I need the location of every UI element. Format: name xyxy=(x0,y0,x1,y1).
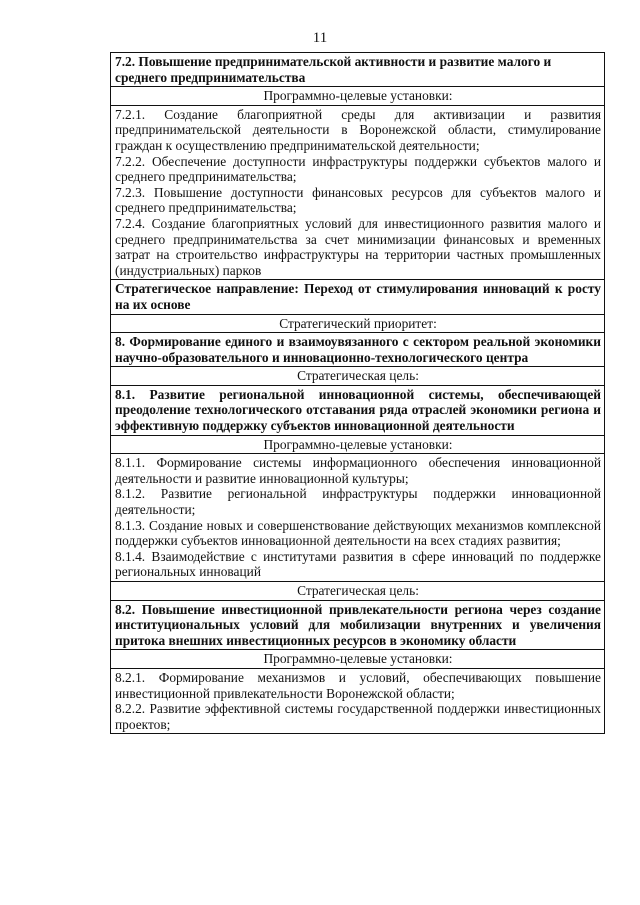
table-row xyxy=(111,435,605,454)
table-row xyxy=(111,53,605,87)
list-item: 7.2.4. Создание благоприятных условий для инвестиционного развития малого и среднего предпринимательства за счет минимизации финансовых и временных затрат на строительство инфраструктуры на территории частных промышленных (индустриальных) парков xyxy=(115,215,601,278)
list-item: 8.1.1. Формирование системы информационного обеспечения инновационной деятельности и развитие инновационной культуры; xyxy=(115,455,601,486)
strategic-goal-label: Стратегическая цель: xyxy=(111,367,605,386)
list-item: 8.1.3. Создание новых и совершенствование действующих механизмов комплексной поддержки субъектов инновационной деятельности на всех стадиях развития; xyxy=(115,517,601,549)
table-row xyxy=(111,582,605,601)
list-item: 7.2.1. Создание благоприятной среды для активизации и развития предпринимательской деятельности в Воронежской области, стимулирование граждан к осуществлению предпринимательской деятельности; xyxy=(115,106,601,153)
table-row xyxy=(111,314,605,333)
list-item: 7.2.3. Повышение доступности финансовых ресурсов для субъектов малого и среднего предпринимательства; xyxy=(115,184,601,216)
table-row xyxy=(111,333,605,367)
table-row xyxy=(111,105,605,280)
table-row xyxy=(111,668,605,733)
program-targets-label: Программно-целевые установки: xyxy=(111,435,605,454)
strategic-priority-label: Стратегический приоритет: xyxy=(111,314,605,333)
goal-8-1-heading: 8.1. Развитие региональной инновационной системы, обеспечивающей преодоление технологического отставания ряда отраслей экономики региона и эффективную поддержку субъектов инновационной деятельности xyxy=(111,385,605,435)
priority-8-heading: 8. Формирование единого и взаимоувязанного с сектором реальной экономики научно-образовательного и инновационно-технологического центра xyxy=(111,333,605,367)
table-row xyxy=(111,87,605,106)
list-item: 7.2.2. Обеспечение доступности инфраструктуры поддержки субъектов малого и среднего предпринимательства; xyxy=(115,153,601,185)
strategic-direction: Стратегическое направление: Переход от стимулирования инноваций к росту на их основе xyxy=(111,280,605,314)
list-item: 8.2.1. Формирование механизмов и условий, обеспечивающих повышение инвестиционной привлекательности Воронежской области; xyxy=(115,669,601,701)
goal-8-2-heading: 8.2. Повышение инвестиционной привлекательности региона через создание институциональных условий для мобилизации внутренних и увеличения притока внешних инвестиционных ресурсов в экономику области xyxy=(111,600,605,650)
page-number: 11 xyxy=(312,30,328,46)
targets-7-2-list xyxy=(111,105,605,280)
list-item: 8.1.2. Развитие региональной инфраструктуры поддержки инновационной деятельности; xyxy=(115,486,601,518)
table-row xyxy=(111,385,605,435)
table-row xyxy=(111,367,605,386)
targets-8-2-list xyxy=(111,668,605,733)
targets-8-1-list xyxy=(111,454,605,582)
table-row xyxy=(111,454,605,582)
strategy-table xyxy=(110,52,605,734)
list-item: 8.2.2. Развитие эффективной системы государственной поддержки инвестиционных проектов; xyxy=(115,701,601,732)
program-targets-label: Программно-целевые установки: xyxy=(111,650,605,669)
table-row xyxy=(111,280,605,314)
section-heading-7-2: 7.2. Повышение предпринимательской активности и развитие малого и среднего предпринимательства xyxy=(111,53,605,87)
program-targets-label: Программно-целевые установки: xyxy=(111,87,605,106)
table-row xyxy=(111,650,605,669)
list-item: 8.1.4. Взаимодействие с институтами развития в сфере инноваций по поддержке региональных инноваций xyxy=(115,548,601,580)
table-row xyxy=(111,600,605,650)
strategic-goal-label: Стратегическая цель: xyxy=(111,582,605,601)
